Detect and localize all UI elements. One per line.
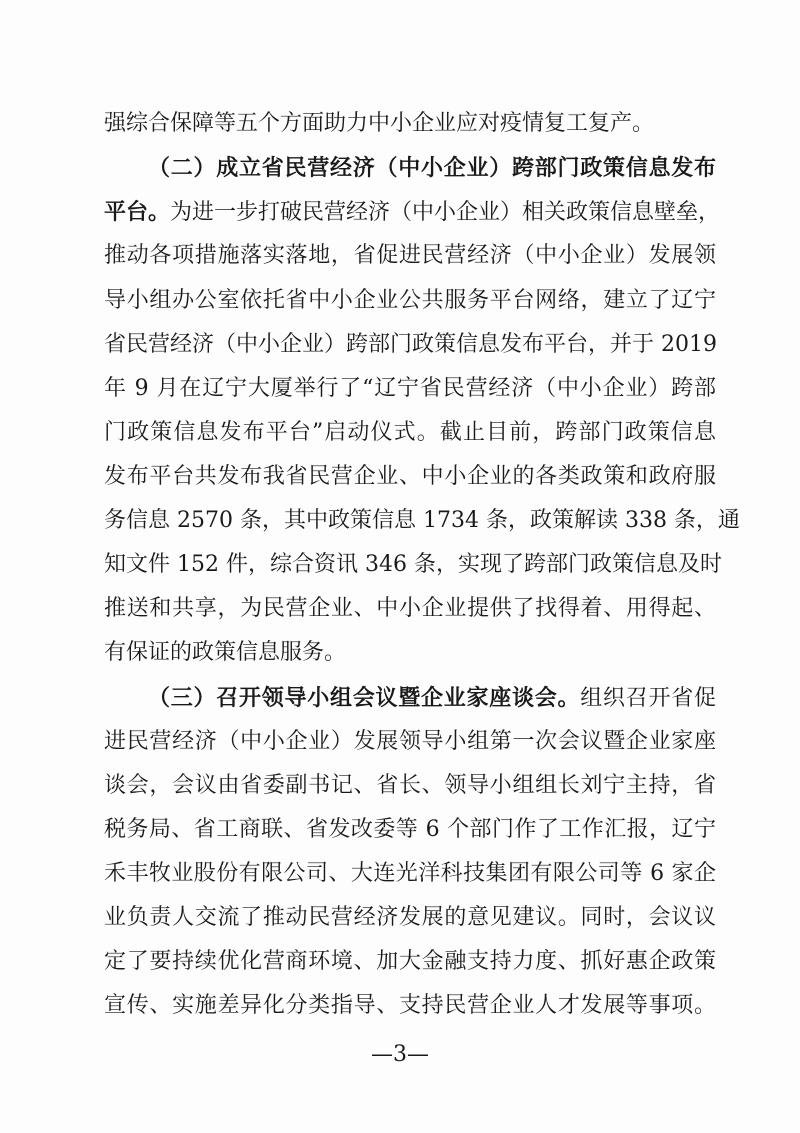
section-heading-2: （二）成立省民营经济（中小企业）跨部门政策信息发布 [148,155,716,181]
paragraph-text: 为进一步打破民营经济（中小企业）相关政策信息壁垒， [170,200,721,225]
paragraph-text: 组织召开省促 [580,686,716,711]
paragraph-line: 业负责人交流了推动民营经济发展的意见建议。同时，会议议 [104,905,716,930]
paragraph-line: 知文件 152 件，综合资讯 346 条，实现了跨部门政策信息及时 [104,552,722,577]
paragraph-line: 进民营经济（中小企业）发展领导小组第一次会议暨企业家座 [104,729,716,754]
paragraph-line: 务信息 2570 条，其中政策信息 1734 条，政策解读 338 条，通 [104,508,740,533]
paragraph-line: 禾丰牧业股份有限公司、大连光洋科技集团有限公司等 6 家企 [104,861,716,886]
paragraph-line: 有保证的政策信息服务。 [104,640,347,665]
paragraph-line: 税务局、省工商联、省发改委等 6 个部门作了工作汇报，辽宁 [104,817,716,842]
paragraph-line: 导小组办公室依托省中小企业公共服务平台网络，建立了辽宁 [104,288,716,313]
paragraph-line: 发布平台共发布我省民营企业、中小企业的各类政策和政府服 [104,464,716,489]
paragraph-line [148,678,716,718]
page-number: —3— [371,1042,429,1067]
paragraph-line: 定了要持续优化营商环境、加大金融支持力度、抓好惠企政策 [104,949,716,974]
paragraph-line: 宣传、实施差异化分类指导、支持民营企业人才发展等事项。 [104,993,716,1018]
paragraph-line [104,192,721,232]
paragraph-line: 省民营经济（中小企业）跨部门政策信息发布平台，并于 2019 [104,332,717,357]
paragraph-line: 推动各项措施落实落地，省促进民营经济（中小企业）发展领 [104,243,716,268]
paragraph-line: 推送和共享，为民营企业、中小企业提供了找得着、用得起、 [104,596,716,621]
paragraph-line: 强综合保障等五个方面助力中小企业应对疫情复工复产。 [104,111,655,136]
section-heading-2-cont: 平台。 [104,199,171,225]
paragraph-line: 年 9 月在辽宁大厦举行了“辽宁省民营经济（中小企业）跨部 [104,376,716,401]
paragraph-line: 谈会，会议由省委副书记、省长、领导小组组长刘宁主持，省 [104,773,716,798]
section-heading-3: （三）召开领导小组会议暨企业家座谈会。 [148,685,581,711]
paragraph-line: 门政策信息发布平台”启动仪式。截止目前，跨部门政策信息 [104,420,716,445]
